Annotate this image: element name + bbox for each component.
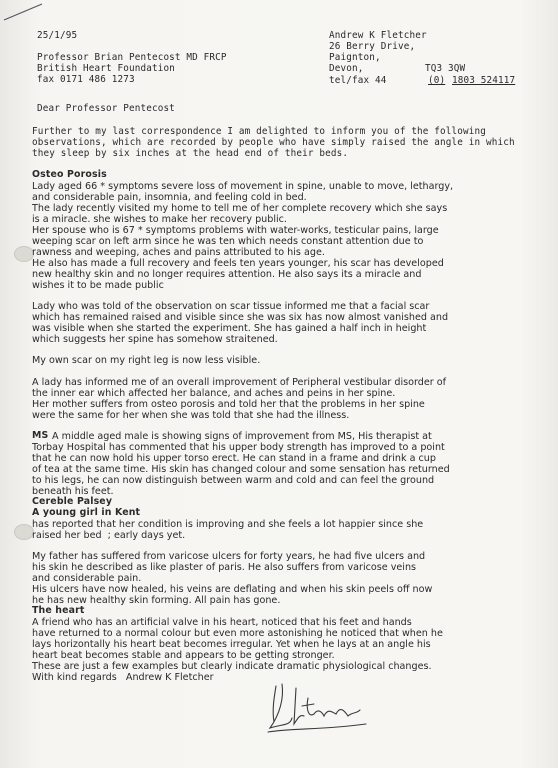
recipient-fax: fax 0171 486 1273 xyxy=(37,74,135,85)
father-line: and considerable pain. xyxy=(32,573,142,584)
vestibular-line: the inner ear which affected her balance, and aches and peins in her spine. xyxy=(32,388,396,399)
sender-postcode: TQ3 3QW xyxy=(425,63,466,74)
sender-address-line2: Paignton, xyxy=(329,52,381,63)
own-scar-line: My own scar on my right leg is now less visible. xyxy=(32,355,261,366)
closing-line: With kind regards Andrew K Fletcher xyxy=(32,672,214,683)
intro-line: they sleep by six inches at the head end of their beds. xyxy=(32,148,349,159)
punch-hole-icon xyxy=(14,524,34,540)
section-heading-heart: The heart xyxy=(32,605,85,616)
scar-line: was visible when she started the experiment. She has gained a half inch in height xyxy=(32,323,427,334)
recipient-org: British Heart Foundation xyxy=(37,63,175,74)
heart-line: These are just a few examples but clearly indicate dramatic physiological changes. xyxy=(32,661,432,672)
osteo-line: Lady aged 66 * symptoms severe loss of movement in spine, unable to move, lethargy, xyxy=(32,181,454,192)
ms-line: to his legs, he can now distinguish between warm and cold and can feel the ground xyxy=(32,475,435,486)
osteo-line: wishes it to be made public xyxy=(32,280,164,291)
vestibular-line: A lady has informed me of an overall improvement of Peripheral vestibular disorder of xyxy=(32,377,447,388)
ms-line: beneath his feet. xyxy=(32,486,114,497)
sender-tel-prefix: tel/fax 44 xyxy=(329,75,387,86)
letter-date: 25/1/95 xyxy=(37,30,78,41)
father-line: his skin he described as like plaster of paris. He also suffers from varicose veins xyxy=(32,562,417,573)
vestibular-line: were the same for her when she was told that she had the illness. xyxy=(32,410,350,421)
father-line: he has new healthy skin forming. All pain has gone. xyxy=(32,595,281,606)
signature-icon xyxy=(262,678,372,740)
recipient-name: Professor Brian Pentecost MD FRCP xyxy=(37,52,227,63)
section-heading-cerebral: Cereble Palsey xyxy=(32,496,113,507)
ms-label: MS xyxy=(32,430,49,441)
section-subheading-kent: A young girl in Kent xyxy=(32,507,141,518)
osteo-line: Her spouse who is 67 * symptoms problems with water-works, testicular pains, large xyxy=(32,225,439,236)
pen-mark-icon xyxy=(2,0,62,22)
scar-line: Lady who was told of the observation on scar tissue informed me that a facial scar xyxy=(32,301,430,312)
heart-line: heart beat becomes stable and appears to be getting stronger. xyxy=(32,650,335,661)
osteo-line: He also has made a full recovery and feels ten years younger, his scar has developed xyxy=(32,258,444,269)
heart-line: A friend who has an artificial valve in his heart, noticed that his feet and hands xyxy=(32,617,412,628)
intro-line: observations, which are recorded by people who have simply raised the angle in which xyxy=(32,137,515,148)
sender-county: Devon, xyxy=(329,63,364,74)
heart-line: lays horizontally his heart beat becomes irregular. Yet when he lays at an angle his xyxy=(32,639,431,650)
ms-line: that he can now hold his upper torso erect. He can stand in a frame and drink a cup xyxy=(32,453,436,464)
vestibular-line: Her mother suffers from osteo porosis and told her that the problems in her spine xyxy=(32,399,425,410)
ms-line: of tea at the same time. His skin has changed colour and some sensation has returned xyxy=(32,464,450,475)
osteo-line: The lady recently visited my home to tell me of her complete recovery which she says xyxy=(32,203,448,214)
punch-hole-icon xyxy=(14,246,34,262)
father-line: His ulcers have now healed, his veins are deflating and when his skin peels off now xyxy=(32,584,433,595)
scar-line: which has remained raised and visible since she was six has now almost vanished and xyxy=(32,312,449,323)
osteo-line: weeping scar on left arm since he was ten which needs constant attention due to xyxy=(32,236,424,247)
father-line: My father has suffered from varicose ulcers for forty years, he had five ulcers and xyxy=(32,551,426,562)
cerebral-line: has reported that her condition is improving and she feels a lot happier since she xyxy=(32,519,424,530)
sender-tel-number: 1803 524117 xyxy=(452,75,516,86)
sender-tel-code: (0) xyxy=(428,75,446,86)
osteo-line: is a miracle. she wishes to make her recovery public. xyxy=(32,214,287,225)
sender-address-line1: 26 Berry Drive, xyxy=(329,41,416,52)
heart-line: have returned to a normal colour but even more astonishing he noticed that when he xyxy=(32,628,443,639)
intro-line: Further to my last correspondence I am delighted to inform you of the following xyxy=(32,126,487,137)
osteo-line: and considerable pain, insomnia, and feeling cold in bed. xyxy=(32,192,307,203)
scar-line: which suggests her spine has somehow straitened. xyxy=(32,334,278,345)
ms-line: A middle aged male is showing signs of improvement from MS, His therapist at xyxy=(52,431,432,442)
osteo-line: new healthy skin and no longer requires attention. He also says its a miracle and xyxy=(32,269,422,280)
cerebral-line: raised her bed ; early days yet. xyxy=(32,530,186,541)
osteo-line: rawness and weeping, aches and pains attributed to his age. xyxy=(32,247,325,258)
sender-name: Andrew K Fletcher xyxy=(329,30,427,41)
salutation: Dear Professor Pentecost xyxy=(37,103,175,114)
section-heading-osteo: Osteo Porosis xyxy=(32,169,107,180)
ms-line: Torbay Hospital has commented that his upper body strength has improved to a point xyxy=(32,442,445,453)
